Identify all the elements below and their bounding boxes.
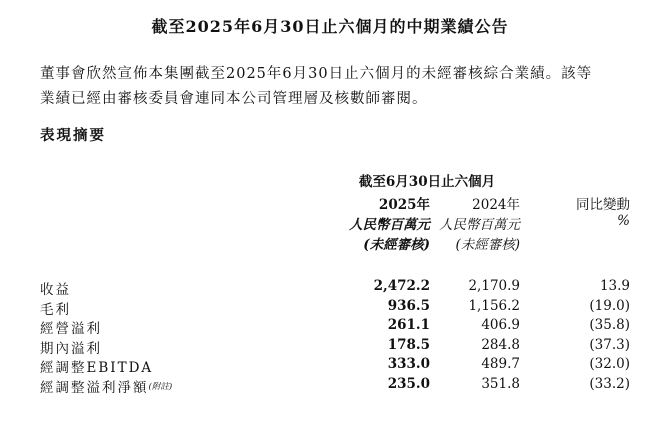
col-yoy-label: 同比變動: [576, 197, 630, 213]
value-2024: 2,170.9: [468, 278, 520, 294]
table-row-revenue: [40, 278, 640, 298]
col-yoy-unit: %: [617, 213, 630, 229]
value-yoy: (35.8): [589, 317, 630, 333]
value-2024: 1,156.2: [468, 297, 520, 314]
value-2024: 489.7: [481, 356, 520, 372]
value-yoy: (33.2): [589, 375, 630, 392]
value-2025: 333.0: [387, 356, 430, 372]
row-label-wrap: [40, 376, 172, 396]
footnote-marker: (附註): [148, 381, 173, 392]
col-2024-note: (未經審核): [455, 237, 520, 253]
value-yoy: (19.0): [589, 297, 630, 314]
period-header: 截至6月30日止六個月: [358, 174, 496, 190]
value-2024: 406.9: [481, 317, 520, 333]
value-2025: 936.5: [387, 297, 430, 314]
col-2025-unit: 人民幣百萬元: [349, 217, 430, 233]
value-2025: 235.0: [387, 375, 430, 392]
row-label: 經營溢利: [40, 321, 102, 337]
table-row-period-profit: [40, 337, 640, 357]
value-yoy: 13.9: [599, 278, 630, 294]
value-2025: 2,472.2: [373, 278, 430, 294]
value-2024: 284.8: [481, 336, 520, 353]
value-2025: 178.5: [387, 336, 430, 353]
value-yoy: (37.3): [589, 336, 630, 353]
intro-line-1: 董事會欣然宣佈本集團截至2025年6月30日止六個月的未經審核綜合業績。該等: [40, 66, 593, 82]
intro-line-2: 業績已經由審核委員會連同本公司管理層及核數師審閱。: [40, 91, 428, 107]
row-label: 經調整EBITDA: [40, 360, 154, 376]
row-label: 收益: [40, 282, 71, 298]
table-row-gross-profit: [40, 298, 640, 318]
row-label: 期內溢利: [40, 340, 102, 357]
value-yoy: (32.0): [589, 356, 630, 372]
section-title: 表現摘要: [40, 127, 106, 144]
value-2025: 261.1: [387, 317, 430, 333]
col-2025-note: (未經審核): [363, 237, 430, 253]
row-label: 毛利: [40, 301, 71, 318]
col-2024-year: 2024年: [472, 197, 520, 213]
table-row-adjusted-net-profit: [40, 376, 640, 396]
table-row-operating-profit: [40, 317, 640, 337]
col-2025-year: 2025年: [378, 197, 430, 213]
table-row-adjusted-ebitda: [40, 356, 640, 376]
value-2024: 351.8: [481, 375, 520, 392]
col-2024-unit: 人民幣百萬元: [439, 217, 520, 233]
document-title: 截至2025年6月30日止六個月的中期業績公告: [151, 17, 509, 36]
summary-table-body: [40, 278, 640, 395]
row-label: 經調整溢利淨額: [40, 379, 149, 396]
